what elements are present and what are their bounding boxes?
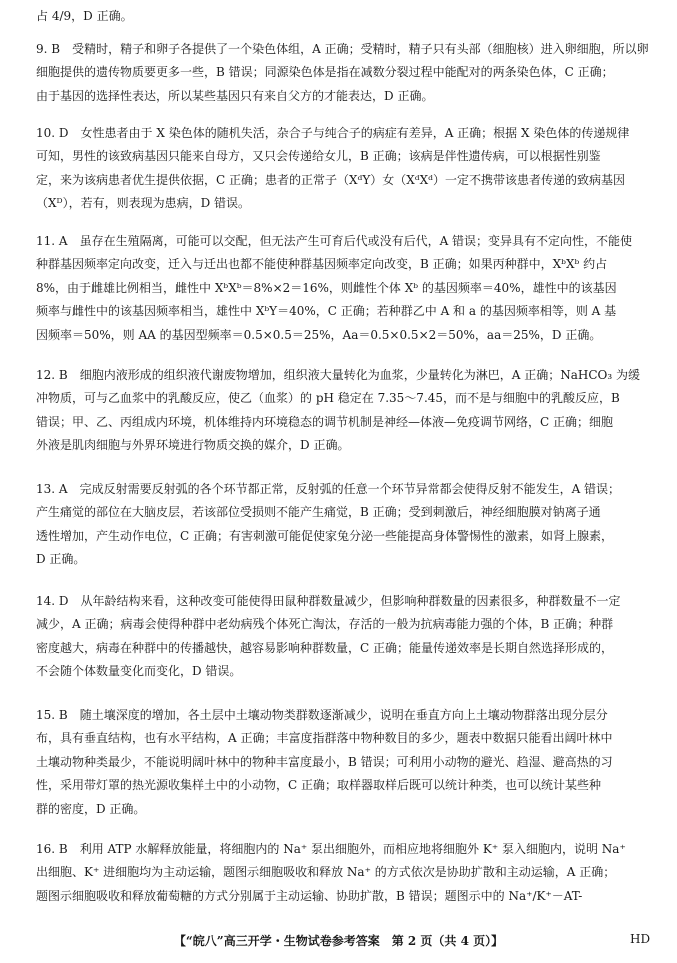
answer-item xyxy=(36,838,650,908)
answer-line: 细胞提供的遗传物质要更多一些，B 错误；同源染色体是指在减数分裂过程中能配对的两条染色体，C 正确； xyxy=(36,65,614,80)
answer-line: 13. A 完成反射需要反射弧的各个环节都正常，反射弧的任意一个环节异常都会使得反射不能发生，A 错误； xyxy=(36,482,621,496)
answer-line: 性，采用带灯罩的热光源收集样土中的小动物，C 正确；取样器取样后既可以统计种类，也可以统计某些种 xyxy=(36,778,602,793)
answer-line: 由于基因的选择性表达，所以某些基因只有来自父方的才能表达，D 正确。 xyxy=(36,88,434,103)
answer-line: 出细胞、K⁺ 进细胞均为主动运输，题图示细胞吸收和释放 Na⁺ 的方式依次是协助扩散和主动运输，A 正确； xyxy=(36,865,616,880)
answer-line: 土壤动物种类最少，不能说明阔叶林中的物种丰富度最小，B 错误；可利用小动物的避光、趋湿、避高热的习 xyxy=(36,754,613,769)
answer-line: 透性增加，产生动作电位，C 正确；有害刺激可能促使家兔分泌一些能提高身体警惕性的激素，如肾上腺素， xyxy=(36,528,614,543)
answer-item xyxy=(36,704,650,821)
answer-line: 15. B 随土壤深度的增加，各土层中土壤动物类群数逐渐减少，说明在垂直方向上土壤动物群落出现分层分 xyxy=(36,708,608,722)
answer-line: 种群基因频率定向改变，迁入与迁出也都不能使种群基因频率定向改变，B 正确；如果丙种群中，XᵇXᵇ 约占 xyxy=(36,257,608,272)
answer-line: 因频率＝50%，则 AA 的基因型频率＝0.5×0.5＝25%，Aa＝0.5×0.5×2＝50%，aa＝25%，D 正确。 xyxy=(36,327,602,342)
answer-line: 10. D 女性患者由于 X 染色体的随机失活，杂合子与纯合子的病症有差异，A 正确；根据 X 染色体的传递规律 xyxy=(36,126,630,140)
footer-code: HD xyxy=(630,932,651,946)
answer-line: 频率与雌性中的该基因频率相当，雄性中 XᵇY＝40%，C 正确；若种群乙中 A 和 a 的基因频率相等，则 A 基 xyxy=(36,304,617,319)
answer-line: 密度越大，病毒在种群中的传播越快，越容易影响种群数量，C 正确；能量传递效率是长期自然选择形成的， xyxy=(36,640,614,655)
answer-line: 产生痛觉的部位在大脑皮层，若该部位受损则不能产生痛觉，B 正确；受到刺激后，神经细胞膜对钠离子通 xyxy=(36,505,601,520)
answer-line: 不会随个体数量变化而变化，D 错误。 xyxy=(36,664,242,679)
answer-line: 冲物质，可与乙血浆中的乳酸反应，使乙（血浆）的 pH 稳定在 7.35～7.45，而不是与细胞中的乳酸反应，B xyxy=(36,391,620,406)
answer-line: 布，具有垂直结构，也有水平结构，A 正确；丰富度指群落中物种数目的多少，题表中数据只能看出阔叶林中 xyxy=(36,731,613,746)
answer-item xyxy=(36,122,650,216)
lead-line: 占 4/9，D 正确。 xyxy=(36,9,133,23)
answer-item xyxy=(36,230,650,347)
answer-line: 12. B 细胞内液形成的组织液代谢废物增加，组织液大量转化为血浆，少量转化为淋巴，A 正确；NaHCO₃ 为缓 xyxy=(36,368,640,382)
answer-line: 错误；甲、乙、丙组成内环境，机体维持内环境稳态的调节机制是神经—体液—免疫调节网络，C 正确；细胞 xyxy=(36,414,614,429)
answer-item xyxy=(36,478,650,572)
answer-line: 可知，男性的该致病基因只能来自母方，又只会传递给女儿，B 正确；该病是伴性遗传病，可以根据性别鉴 xyxy=(36,149,601,164)
answer-line: D 正确。 xyxy=(36,552,86,567)
answer-item xyxy=(36,38,650,108)
answer-line: 11. A 虽存在生殖隔离，可能可以交配，但无法产生可育后代或没有后代，A 错误；变异具有不定向性，不能使 xyxy=(36,234,633,248)
answer-line: 9. B 受精时，精子和卵子各提供了一个染色体组，A 正确；受精时，精子只有头部（细胞核）进入卵细胞，所以卵 xyxy=(36,42,649,56)
answer-line: 8%，由于雌雄比例相当，雌性中 XᵇXᵇ＝8%×2＝16%，则雌性个体 Xᵇ 的基因频率＝40%，雄性中的该基因 xyxy=(36,280,617,295)
answer-line: （Xᴰ），若有，则表现为患病，D 错误。 xyxy=(36,196,251,211)
page-footer: 【“皖八”高三开学・生物试卷参考答案 第 2 页（共 4 页）】 xyxy=(173,934,504,948)
answer-item xyxy=(36,364,650,458)
answer-line: 题图示细胞吸收和释放葡萄糖的方式分别属于主动运输、协助扩散，B 错误；题图示中的 Na⁺/K⁺－AT- xyxy=(36,888,583,903)
answer-line: 定，来为该病患者优生提供依据，C 正确；患者的正常子（XᵈY）女（XᵈXᵈ）一定不携带该患者传递的致病基因 xyxy=(36,172,625,187)
answer-item xyxy=(36,590,650,684)
answer-line: 减少，A 正确；病毒会使得种群中老幼病残个体死亡淘汰，存活的一般为抗病毒能力强的个体，B 正确；种群 xyxy=(36,617,614,632)
answer-line: 16. B 利用 ATP 水解释放能量，将细胞内的 Na⁺ 泵出细胞外，而相应地将细胞外 K⁺ 泵入细胞内，说明 Na⁺ xyxy=(36,842,626,856)
answer-line: 14. D 从年龄结构来看，这种改变可能使得田鼠种群数量减少，但影响种群数量的因素很多，种群数量不一定 xyxy=(36,594,621,608)
answer-line: 群的密度，D 正确。 xyxy=(36,801,146,816)
answer-line: 外液是肌肉细胞与外界环境进行物质交换的媒介，D 正确。 xyxy=(36,438,350,453)
